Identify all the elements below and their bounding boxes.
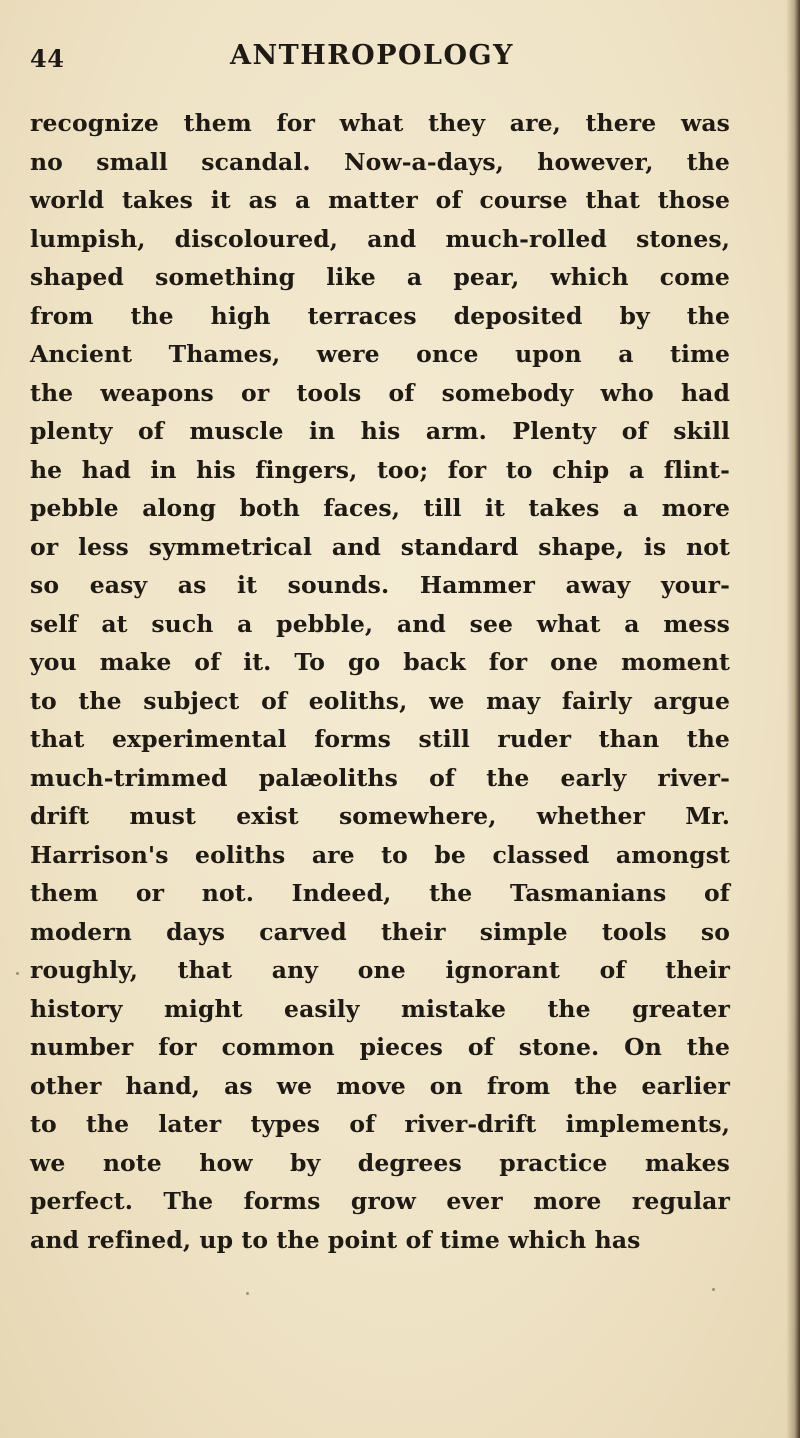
text-line: pebble along both faces, till it takes a more (30, 494, 730, 522)
text-line: perfect. The forms grow ever more regular (30, 1187, 730, 1215)
paper-speck (16, 972, 19, 975)
text-line: so easy as it sounds. Hammer away your- (30, 571, 730, 599)
paper-speck (246, 1292, 249, 1295)
text-line: plenty of muscle in his arm. Plenty of skill (30, 417, 730, 445)
text-line: world takes it as a matter of course that those (30, 186, 730, 214)
text-line: shaped something like a pear, which come (30, 263, 730, 291)
page-number: 44 (30, 44, 65, 73)
text-line: self at such a pebble, and see what a mess (30, 609, 730, 638)
paper-speck (712, 1288, 715, 1291)
text-line: to the later types of river-drift implements, (30, 1110, 730, 1138)
text-line: much-trimmed palæoliths of the early river- (30, 763, 730, 792)
text-line: that experimental forms still ruder than the (30, 725, 730, 753)
text-line: Ancient Thames, were once upon a time (30, 340, 730, 368)
text-line: the weapons or tools of somebody who had (30, 378, 730, 407)
text-line: history might easily mistake the greater (30, 994, 730, 1023)
text-line: we note how by degrees practice makes (30, 1148, 730, 1177)
text-line: other hand, as we move on from the earlier (30, 1071, 730, 1100)
running-head: ANTHROPOLOGY (230, 40, 514, 71)
text-line: from the high terraces deposited by the (30, 301, 730, 330)
body-text (30, 104, 730, 1259)
text-line: to the subject of eoliths, we may fairly argue (30, 686, 730, 715)
text-line: no small scandal. Now-a-days, however, the (30, 147, 730, 176)
text-line: you make of it. To go back for one moment (30, 648, 730, 676)
text-line: Harrison's eoliths are to be classed amongst (30, 840, 730, 869)
text-line: he had in his fingers, too; for to chip a flint- (30, 455, 730, 484)
text-line: recognize them for what they are, there was (30, 109, 730, 137)
text-line: modern days carved their simple tools so (30, 917, 730, 946)
page-header (30, 36, 770, 76)
text-line: number for common pieces of stone. On the (30, 1033, 730, 1061)
text-line: or less symmetrical and standard shape, is not (30, 532, 730, 561)
text-line: roughly, that any one ignorant of their (30, 956, 730, 984)
text-line: and refined, up to the point of time which has (30, 1225, 641, 1254)
page-edge-shadow (786, 0, 800, 1438)
text-line: them or not. Indeed, the Tasmanians of (30, 879, 730, 907)
text-line: drift must exist somewhere, whether Mr. (30, 802, 730, 830)
text-line: lumpish, discoloured, and much-rolled stones, (30, 224, 730, 253)
